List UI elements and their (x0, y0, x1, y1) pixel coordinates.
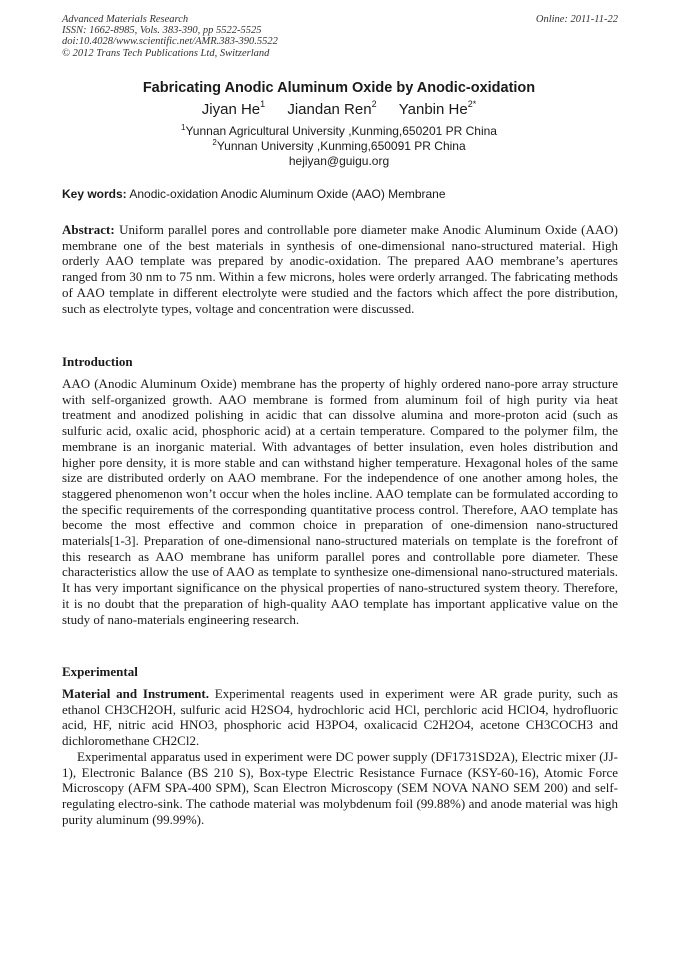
keywords-text: Anodic-oxidation Anodic Aluminum Oxide (AAO) Membrane (129, 187, 446, 201)
affiliation (0, 139, 678, 153)
affiliation-sup: 2 (212, 138, 217, 147)
author-name: Jiandan Ren (287, 101, 372, 118)
material-paragraph (62, 686, 618, 749)
paper-title: Fabricating Anodic Aluminum Oxide by Anodic-oxidation (142, 80, 536, 96)
affiliation-sup: 1 (181, 123, 186, 132)
abstract-text: Uniform parallel pores and controllable pore diameter make Anodic Aluminum Oxide (AAO) membrane one of the best materials in synthesis of one-dimensional nano-structured material. High orderly AAO template was prepared by anodic-oxidation. The prepared AAO membrane’s apertures ranged from 30 nm to 75 nm. Within a few microns, holes were orderly arranged. The fabricating methods of AAO template in different electrolyte were studied and the factors which affect the pore distribution, such as electrolyte types, voltage and concentration were discussed. (62, 222, 619, 316)
abstract (62, 222, 618, 316)
abstract-label: Abstract: (62, 222, 115, 237)
copyright-line: © 2012 Trans Tech Publications Ltd, Switzerland (62, 47, 270, 59)
author (287, 101, 376, 118)
affiliation (0, 124, 678, 138)
affiliation-text: Yunnan Agricultural University ,Kunming,650201 PR China (185, 124, 497, 138)
material-text: Experimental reagents used in experiment were AR grade purity, such as ethanol CH3CH2OH, sulfuric acid H2SO4, hydrochloric acid HCl, perchloric acid HClO4, hydrofluoric acid, HF, nitric acid HNO3, phosphoric acid H3PO4, oxalicacid C2H2O4, acetone CH3COCH3 and dichloromethane CH2Cl2. (62, 686, 618, 749)
material-label: Material and Instrument. (62, 686, 209, 701)
online-date: Online: 2011-11-22 (535, 14, 618, 25)
apparatus-paragraph: Experimental apparatus used in experiment were DC power supply (DF1731SD2A), Electric mixer (JJ-1), Electronic Balance (BS 210 S), Box-type Electric Resistance Furnace (KSY-60-16), Atomic Force Microscopy (AFM SPA-400 SPM), Scan Electron Microscopy (SEM NOVA NANO SEM 200) and self-regulating electro-sink. The cathode material was molybdenum foil (99.88%) and anode material was high purity aluminum (99.99%). (62, 749, 618, 827)
author-list (0, 101, 678, 118)
affiliation-text: Yunnan University ,Kunming,650091 PR China (216, 139, 466, 153)
author (202, 101, 265, 118)
journal-name: Advanced Materials Research (62, 14, 189, 25)
introduction-heading: Introduction (62, 354, 133, 369)
issn-line: ISSN: 1662-8985, Vols. 383-390, pp 5522-5525 (62, 25, 262, 37)
author-sup: 1 (260, 99, 266, 109)
introduction-body: AAO (Anodic Aluminum Oxide) membrane has the property of highly ordered nano-pore array structure with self-organized growth. AAO membrane is formed from aluminum foil of high purity via heat treatment and anodized polishing in acidic that can dissolve alumina and more-proton acid (such as sulfuric acid, oxalic acid, phosphoric acid) at a certain temperature. Compared to the polymer film, the membrane is an inorganic material. With advantages of better insulation, even holes distribution and higher pore density, it is more stable and can withstand higher temperature. Hexagonal holes of the same size are distributed orderly on AAO membrane. For the independence of one another among holes, the staggered phenomenon won’t occur when the holes incline. AAO template can be formulated according to the specific requirements of the corresponding quantitative process control. Therefore, AAO template has become the most effective and common choice in preparation of one-dimension nano-structured materials[1-3]. Preparation of one-dimensional nano-structured materials on template is the forefront of this research as AAO membrane has uniform parallel pores and controllable pore diameter. These characteristics allow the use of AAO as template to synthesize one-dimensional nano-structured materials. It has very important significance on the physical properties of nano-structured system theory. Therefore, it is no doubt that the preparation of high-quality AAO template has important applicative value on the study of nano-materials engineering research. (62, 376, 618, 627)
doi-line: doi:10.4028/www.scientific.net/AMR.383-390.5522 (62, 36, 278, 48)
author-email: hejiyan@guigu.org (288, 154, 390, 168)
keywords-label: Key words: (62, 187, 127, 201)
author (399, 101, 476, 118)
author-sup: 2 (371, 99, 377, 109)
keywords (62, 187, 618, 201)
author-name: Yanbin He (398, 101, 468, 118)
author-sup: 2* (467, 99, 477, 109)
author-name: Jiyan He (201, 101, 261, 118)
journal-header (62, 14, 618, 59)
experimental-heading: Experimental (62, 664, 138, 679)
